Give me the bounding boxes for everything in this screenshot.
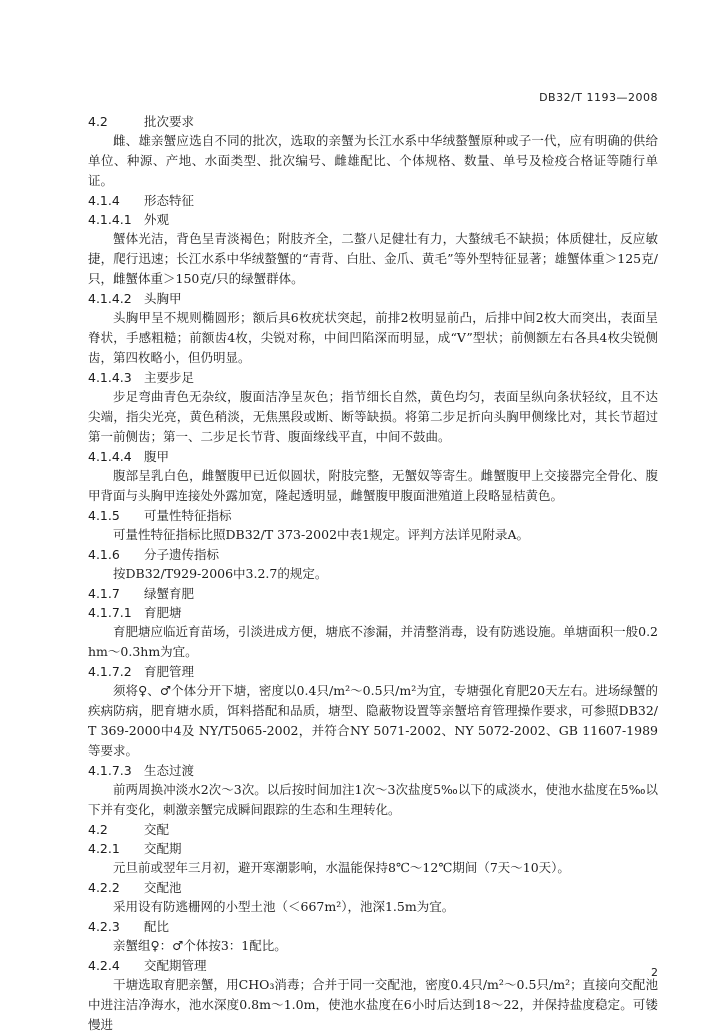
section-number: 4.1.5	[88, 508, 120, 523]
section-title: 可量性特征指标	[144, 508, 232, 523]
section-number: 4.1.6	[88, 547, 120, 562]
section-heading	[88, 506, 658, 525]
section-heading	[88, 662, 658, 681]
section-title: 育肥塘	[144, 605, 182, 620]
section-heading	[88, 584, 658, 603]
section-title: 绿蟹育肥	[144, 586, 195, 601]
section-number: 4.1.7.1	[88, 605, 132, 620]
section-title: 交配期	[144, 841, 182, 856]
section-heading	[88, 545, 658, 564]
section-number: 4.1.4.1	[88, 212, 132, 227]
section-title: 交配池	[144, 880, 182, 895]
body-paragraph: 步足弯曲青色无杂纹，腹面洁净呈灰色；指节细长自然，黄色均匀，表面呈纵向条状轻纹，且不达尖端，指尖光亮，黄色稍淡，无焦黑段或断、断等缺损。将第二步足折向头胸甲侧缘比对，其长节超过第一前侧齿；第一、二步足长节背、腹面缘线平直，中间不鼓曲。	[88, 389, 658, 444]
section-title: 批次要求	[144, 114, 195, 129]
standard-code: DB32/T 1193—2008	[539, 91, 658, 104]
section-number: 4.1.7.3	[88, 763, 132, 778]
section-title: 形态特征	[144, 193, 195, 208]
section-heading	[88, 191, 658, 210]
section-number: 4.1.7.2	[88, 664, 132, 679]
body-paragraph: 采用设有防逃栅网的小型土池（＜667m²），池深1.5m为宜。	[113, 899, 455, 914]
section-number: 4.2.4	[88, 958, 120, 973]
section-heading	[88, 820, 658, 839]
section-heading	[88, 368, 658, 387]
body-paragraph: 育肥塘应临近育苗场，引淡进成方便，塘底不渗漏，并清整消毒，设有防逃设施。单塘面积一般0.2hm～0.3hm为宜。	[88, 624, 658, 659]
body-paragraph: 头胸甲呈不规则椭圆形；额后具6枚疣状突起，前排2枚明显前凸，后排中间2枚大而突出，表面呈脊状，手感粗糙；前额齿4枚，尖锐对称，中间凹陷深而明显，成“V”型状；前侧额左右各具4枚尖锐侧齿，第四枚略小，但仍明显。	[88, 310, 658, 365]
section-title: 配比	[144, 919, 170, 934]
section-title: 腹甲	[144, 449, 170, 464]
body-paragraph: 须将♀、♂个体分开下塘，密度以0.4只/m²～0.5只/m²为宜，专塘强化育肥20天左右。进场绿蟹的疾病防病，肥育塘水质，饵料搭配和品质，塘型、隐蔽物设置等亲蟹培育管理操作要求，可参照DB32/T 369-2000中4及 NY/T5065-2002，并符合NY 5071-2002、NY 5072-2002、GB 11607-1989等要求。	[88, 683, 658, 758]
section-number: 4.1.4.3	[88, 370, 132, 385]
section-heading	[88, 447, 658, 466]
body-paragraph: 按DB32/T929-2006中3.2.7的规定。	[113, 566, 328, 581]
section-heading	[88, 839, 658, 858]
section-heading	[88, 956, 658, 975]
section-title: 育肥管理	[144, 664, 195, 679]
section-number: 4.2.3	[88, 919, 120, 934]
body-paragraph: 干塘选取育肥亲蟹，用CHO₃消毒；合并于同一交配池，密度0.4只/m²～0.5只/m²；直接向交配池中进注洁净海水，池水深度0.8m～1.0m，使池水盐度在6小时后达到18～22，并保持盐度稳定。可镂慢进	[88, 977, 658, 1032]
section-heading	[88, 603, 658, 622]
document-body	[88, 112, 658, 1035]
section-title: 主要步足	[144, 370, 195, 385]
section-number: 4.1.4	[88, 193, 120, 208]
section-number: 4.1.4.4	[88, 449, 132, 464]
section-number: 4.2.2	[88, 880, 120, 895]
section-heading	[88, 112, 658, 131]
section-number: 4.2	[88, 114, 108, 129]
section-heading	[88, 878, 658, 897]
section-title: 交配期管理	[144, 958, 207, 973]
body-paragraph: 可量性特征指标比照DB32/T 373-2002中表1规定。评判方法详见附录A。	[113, 527, 530, 542]
section-number: 4.1.7	[88, 586, 120, 601]
section-title: 分子遗传指标	[144, 547, 220, 562]
body-paragraph: 前两周换冲淡水2次～3次。以后按时间加注1次～3次盐度5‰以下的咸淡水，使池水盐度在5‰以下并有变化，刺激亲蟹完成瞬间跟踪的生态和生理转化。	[88, 782, 658, 817]
page-number: 2	[651, 966, 658, 979]
section-heading	[88, 761, 658, 780]
section-heading	[88, 210, 658, 229]
section-title: 生态过渡	[144, 763, 195, 778]
section-number: 4.1.4.2	[88, 291, 132, 306]
section-number: 4.2	[88, 822, 108, 837]
section-title: 外观	[144, 212, 170, 227]
body-paragraph: 元旦前或翌年三月初，避开寒潮影响，水温能保持8℃～12℃期间（7天～10天）。	[113, 860, 570, 875]
section-title: 头胸甲	[144, 291, 182, 306]
section-heading	[88, 917, 658, 936]
body-paragraph: 亲蟹组♀：♂个体按3：1配比。	[113, 938, 287, 953]
body-paragraph: 蟹体光洁，背色呈青淡褐色；附肢齐全，二螯八足健壮有力，大螯绒毛不缺损；体质健壮，反应敏捷，爬行迅速；长江水系中华绒螯蟹的“青背、白肚、金爪、黄毛”等外型特征显著；雄蟹体重＞125克/只，雌蟹体重＞150克/只的绿蟹群体。	[88, 231, 658, 286]
section-title: 交配	[144, 822, 170, 837]
body-paragraph: 腹部呈乳白色，雌蟹腹甲已近似圆状，附肢完整，无蟹奴等寄生。雌蟹腹甲上交接器完全骨化、腹甲背面与头胸甲连接处外露加宽，隆起透明显，雌蟹腹甲腹面泄殖道上段略显桔黄色。	[88, 468, 658, 503]
body-paragraph: 雌、雄亲蟹应选自不同的批次，选取的亲蟹为长江水系中华绒螯蟹原种或子一代，应有明确的供给单位、种源、产地、水面类型、批次编号、雌雄配比、个体规格、数量、单号及检疫合格证等随行单证。	[88, 133, 658, 188]
section-number: 4.2.1	[88, 841, 120, 856]
section-heading	[88, 289, 658, 308]
